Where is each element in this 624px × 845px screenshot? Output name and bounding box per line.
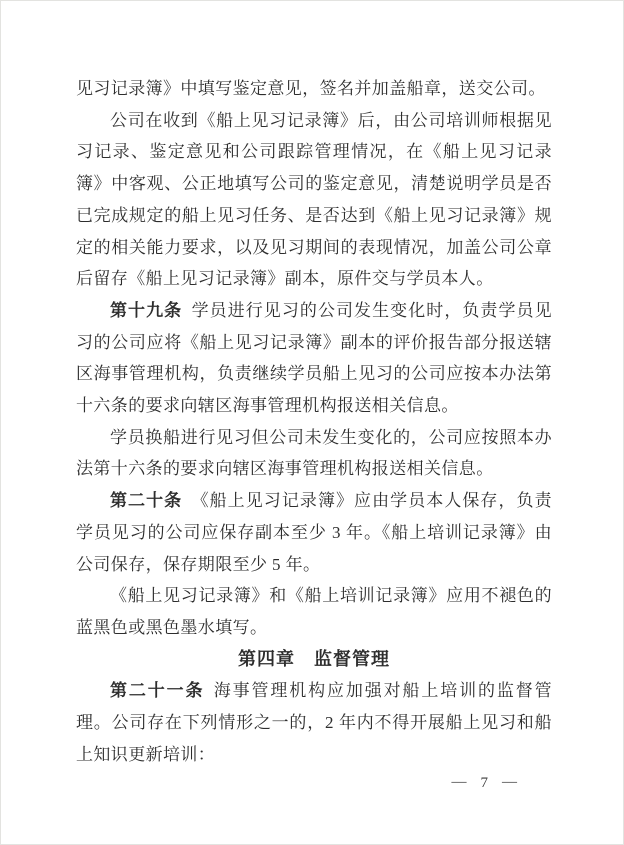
paragraph bbox=[76, 580, 552, 643]
paragraph bbox=[76, 485, 552, 580]
document-body bbox=[76, 73, 552, 770]
paragraph bbox=[76, 422, 552, 485]
paragraph bbox=[76, 675, 552, 770]
paragraph-text: 学员换船进行见习但公司未发生变化的，公司应按照本办法第十六条的要求向辖区海事管理机构报送相关信息。 bbox=[76, 427, 552, 479]
paragraph-text: 《船上见习记录簿》应由学员本人保存，负责学员见习的公司应保存副本至少 3 年。《船上培训记录簿》由公司保存，保存期限至少 5 年。 bbox=[76, 491, 552, 574]
page-number-dash: — bbox=[451, 774, 467, 790]
paragraph-text: 《船上见习记录簿》和《船上培训记录簿》应用不褪色的蓝黑色或黑色墨水填写。 bbox=[76, 586, 552, 637]
paragraph bbox=[76, 73, 552, 105]
page-number bbox=[438, 775, 532, 792]
clause-term: 第十九条 bbox=[110, 300, 183, 320]
page-number-value: 7 bbox=[480, 775, 488, 791]
paragraph bbox=[76, 105, 552, 295]
clause-term: 第二十条 bbox=[110, 491, 183, 511]
paragraph-text: 海事管理机构应加强对船上培训的监督管理。公司存在下列情形之一的，2 年内不得开展船上见习和船上知识更新培训： bbox=[76, 681, 553, 764]
page-number-dash: — bbox=[502, 774, 517, 790]
paragraph-text: 学员进行见习的公司发生变化时，负责学员见习的公司应将《船上见习记录簿》副本的评价报告部分报送辖区海事管理机构，负责继续学员船上见习的公司应按本办法第十六条的要求向辖区海事管理机构报送相关信息。 bbox=[76, 300, 552, 416]
paragraph-text: 第四章 监督管理 bbox=[238, 648, 390, 669]
clause-term: 第二十一条 bbox=[110, 681, 205, 701]
paragraph bbox=[76, 295, 552, 422]
paragraph-text: 公司在收到《船上见习记录簿》后，由公司培训师根据见习记录、鉴定意见和公司跟踪管理情况，在《船上见习记录簿》中客观、公正地填写公司的鉴定意见，清楚说明学员是否已完成规定的船上见习任务、是否达到《船上见习记录簿》规定的相关能力要求，以及见习期间的表现情况，加盖公司公章后留存《船上见习记录簿》副本，原件交与学员本人。 bbox=[76, 110, 552, 289]
paragraph bbox=[76, 644, 552, 676]
paragraph-text: 见习记录簿》中填写鉴定意见，签名并加盖船章，送交公司。 bbox=[76, 79, 546, 98]
